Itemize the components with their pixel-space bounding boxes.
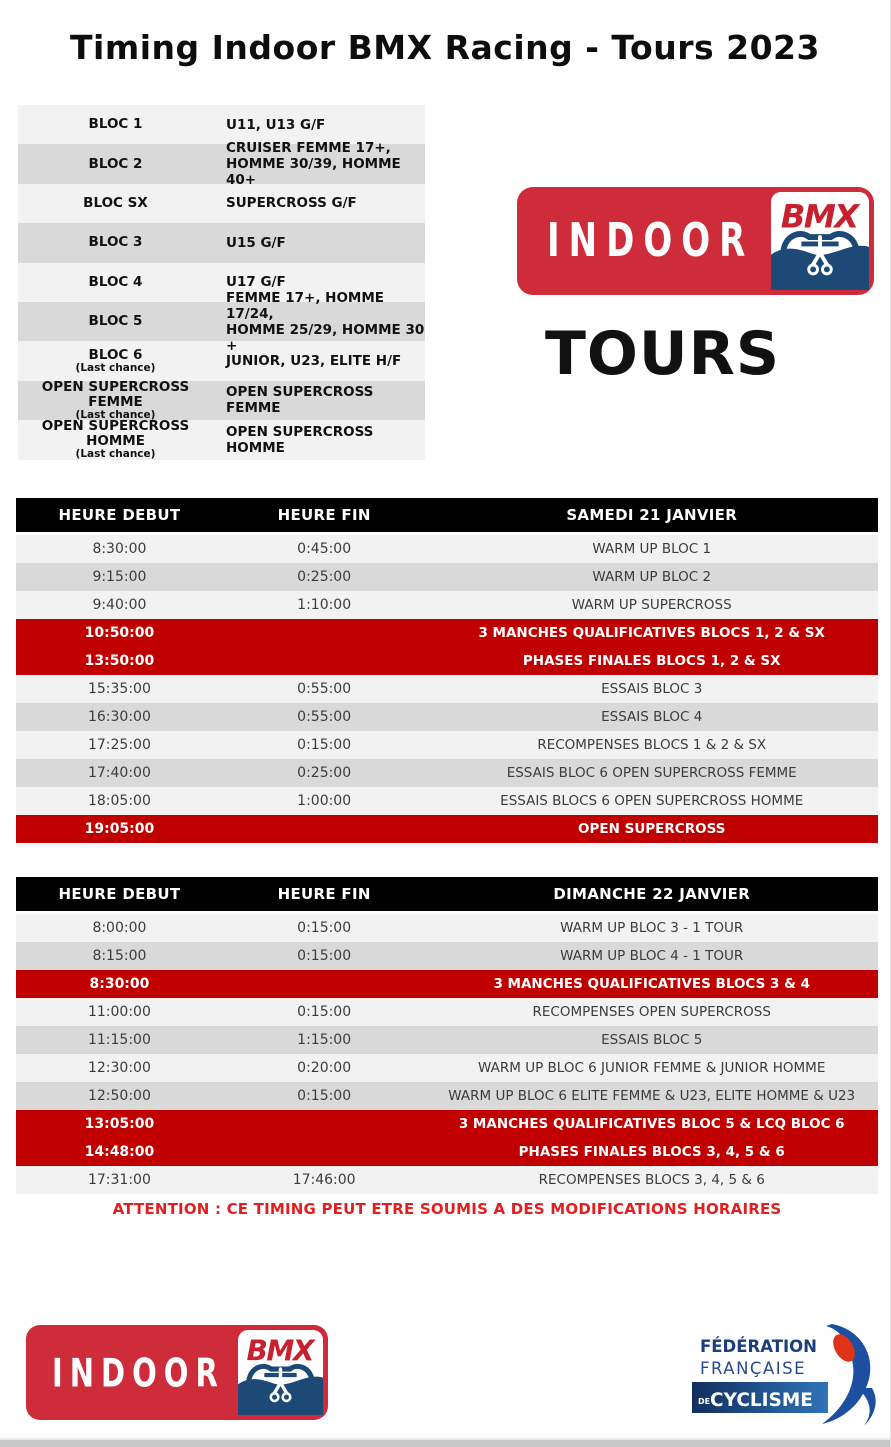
schedule-row: [16, 787, 878, 815]
heure-fin-cell: 0:55:00: [297, 680, 352, 697]
bloc-name: OPEN SUPERCROSS HOMME: [41, 418, 190, 450]
event-cell: PHASES FINALES BLOCS 1, 2 & SX: [522, 652, 781, 669]
heure-debut-cell: 8:00:00: [92, 919, 147, 936]
heure-debut-header: HEURE DEBUT: [58, 505, 181, 524]
event-cell: WARM UP BLOC 6 ELITE FEMME & U23, ELITE HOMME & U23: [448, 1087, 856, 1104]
schedule-row: [16, 759, 878, 787]
heure-debut-cell: 13:05:00: [84, 1115, 155, 1132]
schedule-row-highlight: [16, 815, 878, 843]
bloc-name: BLOC SX: [83, 194, 148, 211]
heure-fin-cell: 0:15:00: [297, 919, 352, 936]
schedule-row: [16, 998, 878, 1026]
ffc-de: DE: [698, 1397, 711, 1406]
schedule-row: [16, 563, 878, 591]
bloc-categories: JUNIOR, U23, ELITE H/F: [226, 353, 402, 370]
event-cell: ESSAIS BLOCS 6 OPEN SUPERCROSS HOMME: [500, 792, 804, 809]
schedule-row: [16, 1026, 878, 1054]
bloc-categories: FEMME 17+, HOMME 17/24, HOMME 25/29, HOMME 30 +: [226, 289, 425, 354]
day-header: SAMEDI 21 JANVIER: [566, 505, 738, 524]
event-cell: RECOMPENSES OPEN SUPERCROSS: [532, 1003, 771, 1020]
schedule-table-saturday: [16, 498, 878, 843]
footer-brand: [26, 1325, 328, 1420]
heure-debut-cell: 19:05:00: [84, 820, 155, 837]
schedule-row-highlight: [16, 647, 878, 675]
schedule-row-highlight: [16, 1110, 878, 1138]
bloc-categories: CRUISER FEMME 17+, HOMME 30/39, HOMME 40+: [226, 140, 401, 189]
heure-debut-cell: 17:25:00: [87, 736, 151, 753]
legend-row: [18, 420, 425, 459]
event-cell: WARM UP BLOC 3 - 1 TOUR: [560, 919, 744, 936]
heure-fin-header: HEURE FIN: [277, 505, 371, 524]
indoor-logo-text: INDOOR: [547, 214, 755, 268]
heure-fin-header: HEURE FIN: [277, 884, 371, 903]
event-cell: WARM UP BLOC 4 - 1 TOUR: [560, 947, 744, 964]
schedule-row: [16, 1054, 878, 1082]
heure-debut-cell: 17:40:00: [87, 764, 151, 781]
indoor-bmx-logo: [26, 1325, 328, 1420]
bmx-icon: [771, 192, 869, 290]
bloc-categories: OPEN SUPERCROSS FEMME: [226, 384, 374, 417]
heure-debut-cell: 11:00:00: [87, 1003, 151, 1020]
event-brand: [517, 187, 874, 389]
heure-debut-cell: 12:30:00: [87, 1059, 151, 1076]
heure-debut-cell: 8:30:00: [92, 540, 147, 557]
event-cell: RECOMPENSES BLOCS 3, 4, 5 & 6: [538, 1171, 765, 1188]
bloc-name: BLOC 2: [88, 155, 143, 172]
event-cell: WARM UP BLOC 2: [592, 568, 712, 585]
schedule-table-sunday: [16, 877, 878, 1194]
bloc-name: BLOC 4: [88, 273, 143, 290]
legend-row: [18, 378, 425, 421]
event-cell: OPEN SUPERCROSS: [578, 820, 726, 837]
legend-row: [18, 184, 425, 223]
event-cell: ESSAIS BLOC 3: [601, 680, 703, 697]
event-cell: WARM UP SUPERCROSS: [571, 596, 732, 613]
event-cell: 3 MANCHES QUALIFICATIVES BLOCS 1, 2 & SX: [478, 624, 825, 641]
ffc-line1: FÉDÉRATION: [700, 1337, 817, 1356]
bloc-note: (Last chance): [75, 362, 156, 375]
ffc-line3: CYCLISME: [710, 1390, 813, 1411]
bloc-note: (Last chance): [75, 448, 156, 461]
legend-row: [18, 223, 425, 262]
schedule-row: [16, 942, 878, 970]
event-cell: ESSAIS BLOC 6 OPEN SUPERCROSS FEMME: [506, 764, 797, 781]
legend-row: [18, 105, 425, 144]
bloc-name: BLOC 6: [88, 347, 143, 364]
bloc-categories: SUPERCROSS G/F: [226, 195, 357, 212]
bloc-name: BLOC 1: [88, 116, 143, 133]
heure-debut-cell: 14:48:00: [84, 1143, 155, 1160]
legend-row: [18, 140, 425, 189]
bmx-logo-text: BMX: [780, 197, 860, 236]
schedule-row-highlight: [16, 970, 878, 998]
heure-debut-cell: 12:50:00: [87, 1087, 151, 1104]
heure-fin-cell: 17:46:00: [292, 1171, 356, 1188]
heure-debut-cell: 9:40:00: [92, 596, 147, 613]
day-header: DIMANCHE 22 JANVIER: [553, 884, 751, 903]
heure-debut-cell: 18:05:00: [87, 792, 151, 809]
heure-debut-cell: 16:30:00: [87, 708, 151, 725]
legend-row: [18, 289, 425, 354]
heure-debut-cell: 11:15:00: [87, 1031, 151, 1048]
bloc-categories: OPEN SUPERCROSS HOMME: [226, 423, 374, 456]
bloc-legend-table: [18, 105, 425, 460]
schedule-row: [16, 675, 878, 703]
indoor-logo-text: INDOOR: [52, 1349, 225, 1396]
schedule-row: [16, 731, 878, 759]
bloc-note: (Last chance): [75, 408, 156, 421]
indoor-bmx-logo: [517, 187, 874, 295]
event-cell: WARM UP BLOC 1: [592, 540, 712, 557]
ffc-line2: FRANÇAISE: [700, 1359, 806, 1378]
heure-debut-cell: 15:35:00: [87, 680, 151, 697]
heure-debut-cell: 8:15:00: [92, 947, 147, 964]
schedule-row: [16, 914, 878, 942]
page-title: Timing Indoor BMX Racing - Tours 2023: [70, 28, 820, 67]
heure-fin-cell: 0:15:00: [297, 1087, 352, 1104]
heure-fin-cell: 1:00:00: [297, 792, 352, 809]
page-bottom-edge: [0, 1438, 890, 1447]
schedule-row: [16, 703, 878, 731]
schedule-header-row: [16, 498, 878, 535]
event-cell: WARM UP BLOC 6 JUNIOR FEMME & JUNIOR HOMME: [478, 1059, 826, 1076]
bloc-name: BLOC 3: [88, 234, 143, 251]
schedule-row: [16, 1082, 878, 1110]
heure-debut-cell: 9:15:00: [92, 568, 147, 585]
heure-fin-cell: 1:10:00: [297, 596, 352, 613]
schedule-row: [16, 535, 878, 563]
heure-fin-cell: 0:15:00: [297, 947, 352, 964]
event-cell: PHASES FINALES BLOCS 3, 4, 5 & 6: [518, 1143, 785, 1160]
heure-fin-cell: 1:15:00: [297, 1031, 352, 1048]
heure-fin-cell: 0:15:00: [297, 736, 352, 753]
heure-debut-cell: 13:50:00: [84, 652, 155, 669]
heure-fin-cell: 0:25:00: [297, 764, 352, 781]
heure-fin-cell: 0:20:00: [297, 1059, 352, 1076]
bloc-categories: U15 G/F: [226, 234, 286, 251]
heure-fin-cell: 0:45:00: [297, 540, 352, 557]
schedule-row: [16, 591, 878, 619]
bmx-icon: [238, 1330, 323, 1415]
attention-notice: ATTENTION : CE TIMING PEUT ETRE SOUMIS A DES MODIFICATIONS HORAIRES: [112, 1199, 782, 1218]
schedule-row-highlight: [16, 619, 878, 647]
bloc-categories: U17 G/F: [226, 274, 286, 291]
heure-fin-cell: 0:55:00: [297, 708, 352, 725]
event-cell: RECOMPENSES BLOCS 1 & 2 & SX: [537, 736, 767, 753]
heure-debut-cell: 17:31:00: [87, 1171, 151, 1188]
event-cell: 3 MANCHES QUALIFICATIVES BLOC 5 & LCQ BLOC 6: [458, 1115, 845, 1132]
schedule-row: [16, 1166, 878, 1194]
event-cell: ESSAIS BLOC 4: [601, 708, 703, 725]
schedule-row-highlight: [16, 1138, 878, 1166]
bmx-logo-text: BMX: [246, 1334, 315, 1368]
city-title: TOURS: [545, 319, 781, 389]
bloc-name: OPEN SUPERCROSS FEMME: [41, 378, 190, 410]
event-cell: ESSAIS BLOC 5: [601, 1031, 703, 1048]
heure-fin-cell: 0:15:00: [297, 1003, 352, 1020]
event-cell: 3 MANCHES QUALIFICATIVES BLOCS 3 & 4: [493, 975, 810, 992]
bloc-name: BLOC 5: [88, 313, 143, 330]
heure-fin-cell: 0:25:00: [297, 568, 352, 585]
heure-debut-cell: 8:30:00: [89, 975, 150, 992]
bloc-categories: U11, U13 G/F: [226, 116, 326, 133]
ffc-logo: [672, 1318, 886, 1436]
schedule-header-row: [16, 877, 878, 914]
heure-debut-header: HEURE DEBUT: [58, 884, 181, 903]
heure-debut-cell: 10:50:00: [84, 624, 155, 641]
